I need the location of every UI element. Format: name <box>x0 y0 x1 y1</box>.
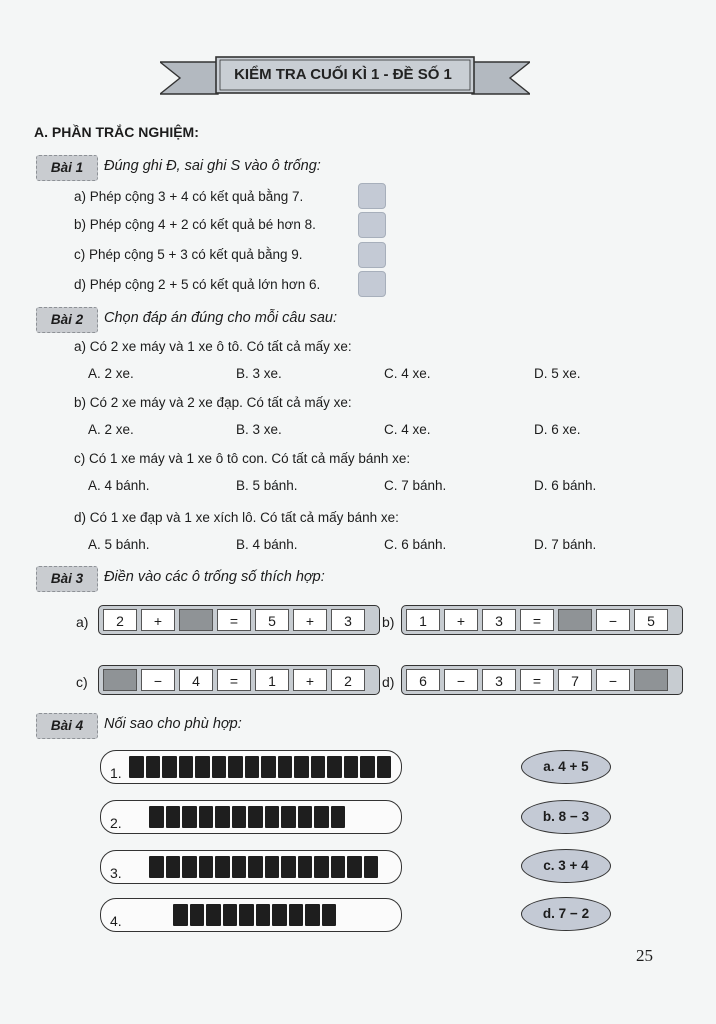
block-tile <box>212 756 227 778</box>
block-tile <box>149 806 164 828</box>
cell: + <box>141 609 175 631</box>
answer-box-b[interactable] <box>358 212 386 238</box>
bai3-label-b: b) <box>382 614 395 630</box>
block-tile <box>314 856 329 878</box>
option-b-C[interactable]: C. 4 xe. <box>384 422 431 437</box>
block-tile <box>294 756 309 778</box>
cell: + <box>293 669 327 691</box>
cell: + <box>444 609 478 631</box>
page-title: KIỂM TRA CUỐI KÌ 1 - ĐỀ SỐ 1 <box>234 66 452 83</box>
match-row-number: 3. <box>110 865 122 881</box>
block-tile <box>248 856 263 878</box>
option-c-D[interactable]: D. 6 bánh. <box>534 478 597 493</box>
block-tile <box>347 856 362 878</box>
equation-strip-d <box>401 665 683 695</box>
cell: = <box>520 609 554 631</box>
block-tile <box>344 756 359 778</box>
block-tile <box>248 806 263 828</box>
block-tile <box>182 856 197 878</box>
option-d-B[interactable]: B. 4 bánh. <box>236 537 298 552</box>
tile-group <box>173 904 338 926</box>
option-c-A[interactable]: A. 4 bánh. <box>88 478 150 493</box>
block-tile <box>311 756 326 778</box>
page-number: 25 <box>636 946 653 965</box>
block-tile <box>261 756 276 778</box>
option-a-D[interactable]: D. 5 xe. <box>534 366 581 381</box>
bai1-label: Bài 1 <box>36 155 98 181</box>
block-tile <box>331 806 346 828</box>
option-a-B[interactable]: B. 3 xe. <box>236 366 282 381</box>
cell: 1 <box>255 669 289 691</box>
block-tile <box>322 904 337 926</box>
block-tile <box>265 856 280 878</box>
bai2-question-b: b) Có 2 xe máy và 2 xe đạp. Có tất cả mấy xe: <box>74 395 352 410</box>
block-tile <box>195 756 210 778</box>
blank-cell[interactable] <box>634 669 668 691</box>
tile-group <box>149 806 347 828</box>
option-b-B[interactable]: B. 3 xe. <box>236 422 282 437</box>
block-tile <box>162 756 177 778</box>
answer-oval-c[interactable]: c. 3 + 4 <box>521 849 611 883</box>
option-a-A[interactable]: A. 2 xe. <box>88 366 134 381</box>
block-tile <box>331 856 346 878</box>
cell: 7 <box>558 669 592 691</box>
block-tile <box>298 856 313 878</box>
bai1-item-b: b) Phép cộng 4 + 2 có kết quả bé hơn 8. <box>74 217 316 232</box>
cell: 6 <box>406 669 440 691</box>
bai4-label: Bài 4 <box>36 713 98 739</box>
bai2-question-c: c) Có 1 xe máy và 1 xe ô tô con. Có tất cả mấy bánh xe: <box>74 451 411 466</box>
block-tile <box>256 904 271 926</box>
block-tile <box>146 756 161 778</box>
answer-oval-a[interactable]: a. 4 + 5 <box>521 750 611 784</box>
block-tile <box>206 904 221 926</box>
answer-box-d[interactable] <box>358 271 386 297</box>
block-tile <box>223 904 238 926</box>
answer-box-a[interactable] <box>358 183 386 209</box>
cell: 2 <box>331 669 365 691</box>
tile-group <box>149 856 380 878</box>
cell: 3 <box>482 609 516 631</box>
block-tile <box>281 806 296 828</box>
block-tile <box>305 904 320 926</box>
cell: 5 <box>634 609 668 631</box>
cell: 3 <box>331 609 365 631</box>
equation-strip-a <box>98 605 380 635</box>
block-tile <box>199 856 214 878</box>
option-d-D[interactable]: D. 7 bánh. <box>534 537 597 552</box>
block-tile <box>182 806 197 828</box>
block-tile <box>377 756 392 778</box>
bai3-instruction: Điền vào các ô trống số thích hợp: <box>104 569 325 585</box>
block-tile <box>278 756 293 778</box>
option-b-D[interactable]: D. 6 xe. <box>534 422 581 437</box>
answer-oval-d[interactable]: d. 7 − 2 <box>521 897 611 931</box>
blank-cell[interactable] <box>558 609 592 631</box>
cell: 4 <box>179 669 213 691</box>
tile-group <box>129 756 393 778</box>
block-tile <box>272 904 287 926</box>
cell: + <box>293 609 327 631</box>
block-tile <box>166 806 181 828</box>
option-b-A[interactable]: A. 2 xe. <box>88 422 134 437</box>
bai2-instruction: Chọn đáp án đúng cho mỗi câu sau: <box>104 310 337 326</box>
option-a-C[interactable]: C. 4 xe. <box>384 366 431 381</box>
block-tile <box>281 856 296 878</box>
bai2-question-a: a) Có 2 xe máy và 1 xe ô tô. Có tất cả mấy xe: <box>74 339 352 354</box>
bai2-label: Bài 2 <box>36 307 98 333</box>
answer-box-c[interactable] <box>358 242 386 268</box>
option-d-A[interactable]: A. 5 bánh. <box>88 537 150 552</box>
option-d-C[interactable]: C. 6 bánh. <box>384 537 447 552</box>
equation-strip-b <box>401 605 683 635</box>
blank-cell[interactable] <box>179 609 213 631</box>
block-tile <box>245 756 260 778</box>
block-tile <box>360 756 375 778</box>
cell: − <box>596 609 630 631</box>
bai1-item-a: a) Phép cộng 3 + 4 có kết quả bằng 7. <box>74 189 304 204</box>
block-tile <box>129 756 144 778</box>
option-c-C[interactable]: C. 7 bánh. <box>384 478 447 493</box>
block-tile <box>228 756 243 778</box>
block-tile <box>166 856 181 878</box>
cell: = <box>217 669 251 691</box>
bai2-question-d: d) Có 1 xe đạp và 1 xe xích lô. Có tất cả mấy bánh xe: <box>74 510 399 525</box>
block-tile <box>298 806 313 828</box>
section-a-title: A. PHẦN TRẮC NGHIỆM: <box>34 124 199 140</box>
cell: 3 <box>482 669 516 691</box>
match-row-number: 2. <box>110 815 122 831</box>
match-row-number: 1. <box>110 765 122 781</box>
block-tile <box>289 904 304 926</box>
cell: − <box>141 669 175 691</box>
option-c-B[interactable]: B. 5 bánh. <box>236 478 298 493</box>
block-tile <box>314 806 329 828</box>
blank-cell[interactable] <box>103 669 137 691</box>
bai4-instruction: Nối sao cho phù hợp: <box>104 716 242 732</box>
bai3-label-c: c) <box>76 674 88 690</box>
block-tile <box>232 856 247 878</box>
bai1-instruction: Đúng ghi Đ, sai ghi S vào ô trống: <box>104 158 321 174</box>
cell: = <box>520 669 554 691</box>
cell: 5 <box>255 609 289 631</box>
block-tile <box>173 904 188 926</box>
cell: = <box>217 609 251 631</box>
bai1-item-c: c) Phép cộng 5 + 3 có kết quả bằng 9. <box>74 247 303 262</box>
cell: 2 <box>103 609 137 631</box>
cell: − <box>596 669 630 691</box>
block-tile <box>364 856 379 878</box>
equation-strip-c <box>98 665 380 695</box>
match-row-number: 4. <box>110 913 122 929</box>
cell: − <box>444 669 478 691</box>
bai1-item-d: d) Phép cộng 2 + 5 có kết quả lớn hơn 6. <box>74 277 321 292</box>
block-tile <box>199 806 214 828</box>
cell: 1 <box>406 609 440 631</box>
bai3-label-a: a) <box>76 614 89 630</box>
bai3-label-d: d) <box>382 674 395 690</box>
block-tile <box>265 806 280 828</box>
block-tile <box>179 756 194 778</box>
bai3-label: Bài 3 <box>36 566 98 592</box>
block-tile <box>190 904 205 926</box>
block-tile <box>327 756 342 778</box>
block-tile <box>215 856 230 878</box>
answer-oval-b[interactable]: b. 8 − 3 <box>521 800 611 834</box>
block-tile <box>232 806 247 828</box>
block-tile <box>239 904 254 926</box>
block-tile <box>215 806 230 828</box>
block-tile <box>149 856 164 878</box>
